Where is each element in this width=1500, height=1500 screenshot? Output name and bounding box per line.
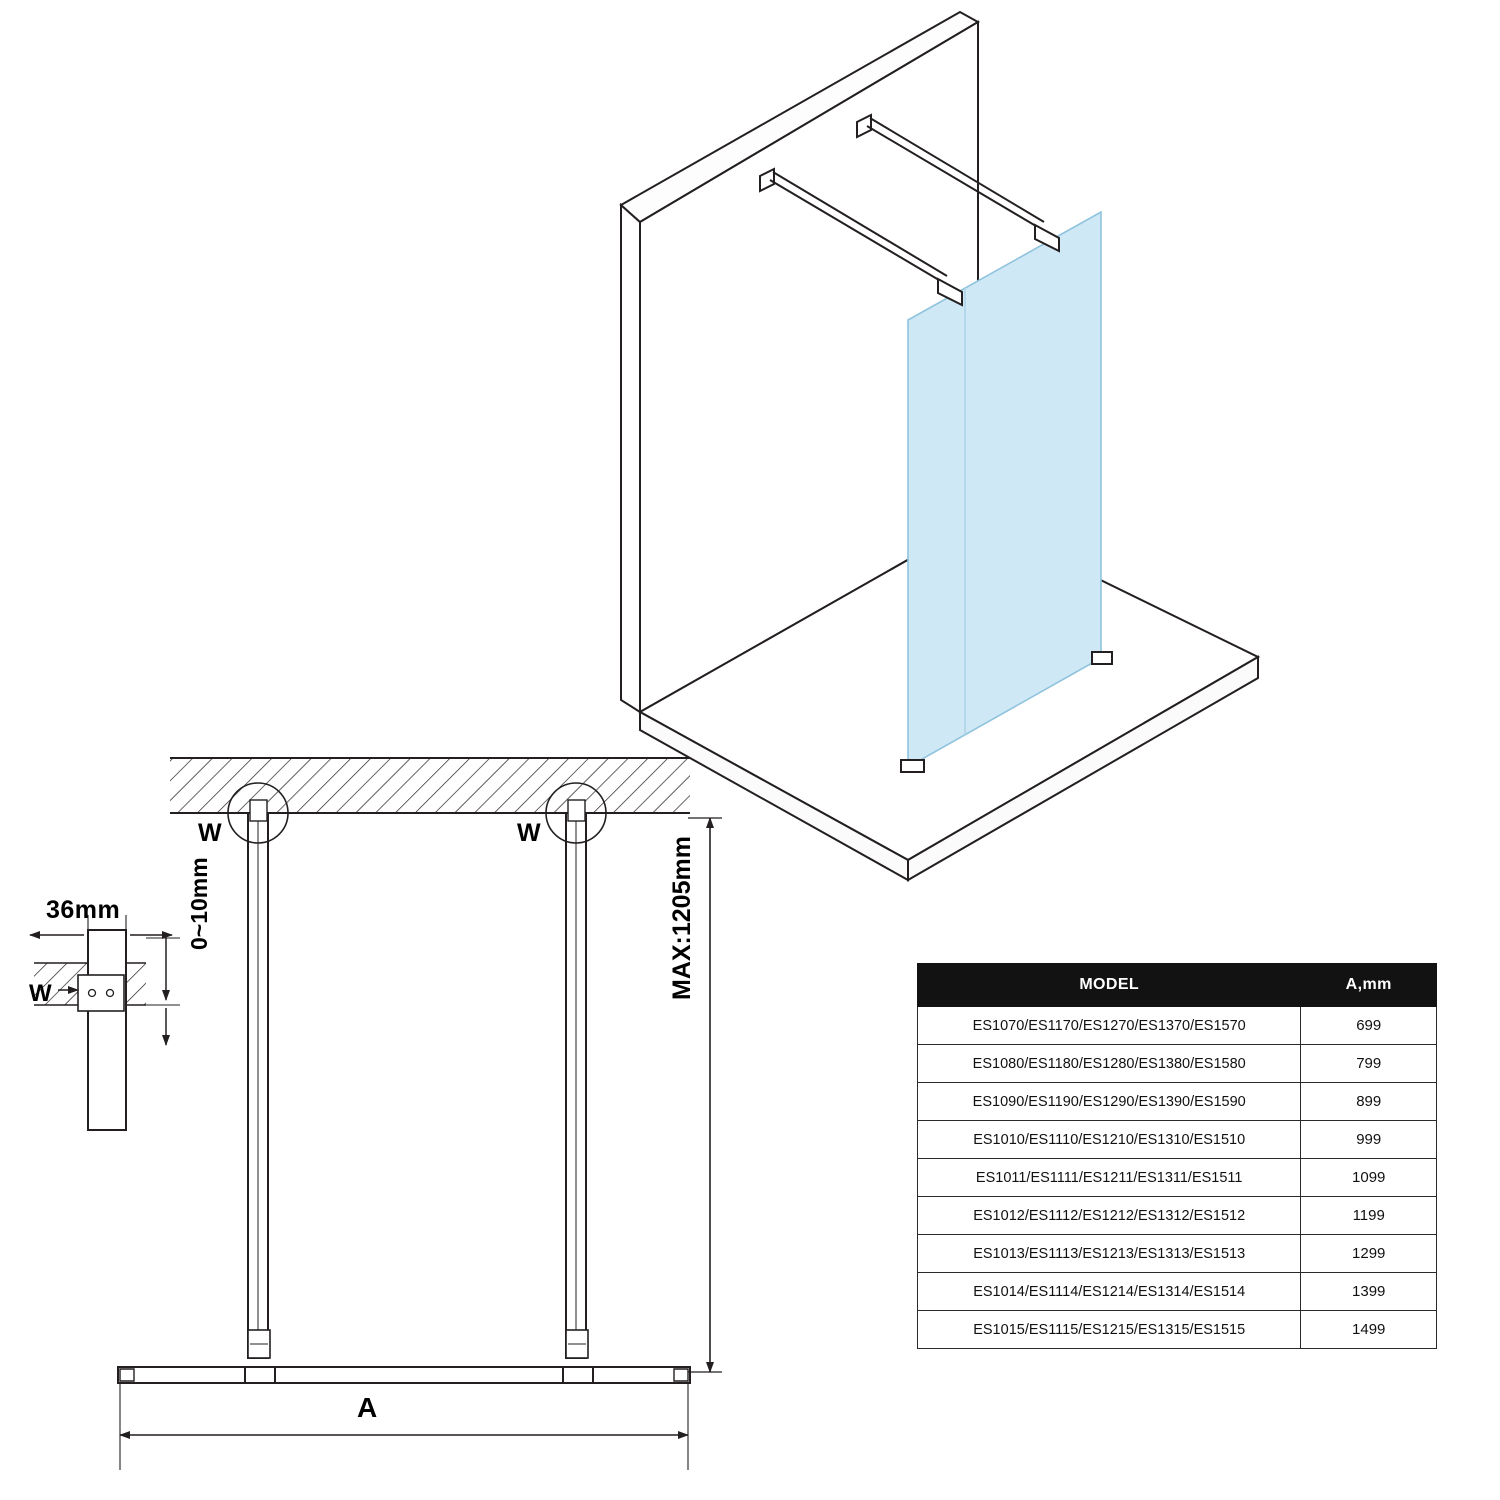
cell-model: ES1013/ES1113/ES1213/ES1313/ES1513 xyxy=(918,1235,1301,1273)
cell-a-mm: 799 xyxy=(1301,1045,1437,1083)
cell-a-mm: 1499 xyxy=(1301,1311,1437,1349)
table-row xyxy=(918,1197,1437,1235)
cell-model: ES1015/ES1115/ES1215/ES1315/ES1515 xyxy=(918,1311,1301,1349)
cell-model: ES1014/ES1114/ES1214/ES1314/ES1514 xyxy=(918,1273,1301,1311)
cell-a-mm: 1399 xyxy=(1301,1273,1437,1311)
table-row xyxy=(918,1083,1437,1121)
table-row xyxy=(918,1007,1437,1045)
cell-a-mm: 699 xyxy=(1301,1007,1437,1045)
perspective-view xyxy=(621,12,1258,880)
cell-model: ES1090/ES1190/ES1290/ES1390/ES1590 xyxy=(918,1083,1301,1121)
table-row xyxy=(918,1159,1437,1197)
width-dimension-label: A xyxy=(357,1392,378,1423)
column-header-a: A,mm xyxy=(1301,964,1437,1007)
cell-model: ES1012/ES1112/ES1212/ES1312/ES1512 xyxy=(918,1197,1301,1235)
cell-a-mm: 1299 xyxy=(1301,1235,1437,1273)
cell-a-mm: 999 xyxy=(1301,1121,1437,1159)
cell-a-mm: 1099 xyxy=(1301,1159,1437,1197)
model-spec-table xyxy=(917,963,1437,1349)
cell-a-mm: 1199 xyxy=(1301,1197,1437,1235)
detail-gap-label: 0~10mm xyxy=(186,857,212,950)
detail-wall-marker: W xyxy=(29,980,52,1007)
front-wall-marker-left: W xyxy=(198,819,222,847)
table-row xyxy=(918,1121,1437,1159)
table-header-row xyxy=(918,964,1437,1007)
cell-model: ES1010/ES1110/ES1210/ES1310/ES1510 xyxy=(918,1121,1301,1159)
table-row xyxy=(918,1235,1437,1273)
cell-model: ES1070/ES1170/ES1270/ES1370/ES1570 xyxy=(918,1007,1301,1045)
table-row xyxy=(918,1273,1437,1311)
cell-model: ES1080/ES1180/ES1280/ES1380/ES1580 xyxy=(918,1045,1301,1083)
cell-model: ES1011/ES1111/ES1211/ES1311/ES1511 xyxy=(918,1159,1301,1197)
cell-a-mm: 899 xyxy=(1301,1083,1437,1121)
max-height-label: MAX:1205mm xyxy=(668,836,696,1000)
table-row xyxy=(918,1045,1437,1083)
column-header-model: MODEL xyxy=(918,964,1301,1007)
detail-thickness-label: 36mm xyxy=(46,896,121,924)
front-wall-marker-right: W xyxy=(517,819,541,847)
table-row xyxy=(918,1311,1437,1349)
detail-view xyxy=(30,915,180,1130)
